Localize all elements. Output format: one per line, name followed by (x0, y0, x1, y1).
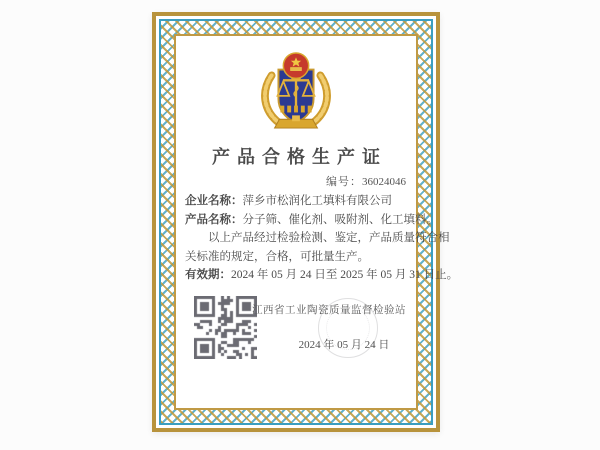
quality-supervision-emblem-icon (257, 49, 335, 133)
issue-date: 2024 年 05 月 24 日 (298, 339, 390, 351)
certificate-sheet (152, 12, 459, 432)
product-name-label: 产品名称： (185, 213, 243, 226)
certificate-body (185, 192, 459, 285)
statement-line-1: 以上产品经过检验检测、鉴定，产品质量符合相 (208, 232, 450, 245)
validity-line (185, 266, 459, 285)
certificate-content (174, 34, 459, 410)
product-name-value: 分子筛、催化剂、吸附剂、化工填料。 (242, 213, 438, 226)
validity-label: 有效期： (185, 269, 231, 282)
company-name-label: 企业名称： (185, 195, 243, 207)
serial-number (326, 173, 406, 189)
validity-value: 2024 年 05 月 24 日至 2025 年 05 月 31 日止。 (231, 269, 459, 282)
company-name-line (185, 192, 411, 211)
issuer-name: 江西省工业陶瓷质量监督检验站 (252, 305, 406, 316)
product-name-line (185, 211, 438, 230)
border-ornament-band (161, 21, 459, 423)
serial-label: 编号： (326, 176, 362, 188)
serial-value: 36024046 (362, 176, 406, 188)
border-teal-frame (159, 19, 459, 425)
company-name-value: 萍乡市松润化工填料有限公司 (242, 195, 392, 207)
certificate-title: 产品合格生产证 (212, 147, 387, 167)
statement-line-2: 关标准的规定，合格，可批量生产。 (185, 250, 369, 263)
